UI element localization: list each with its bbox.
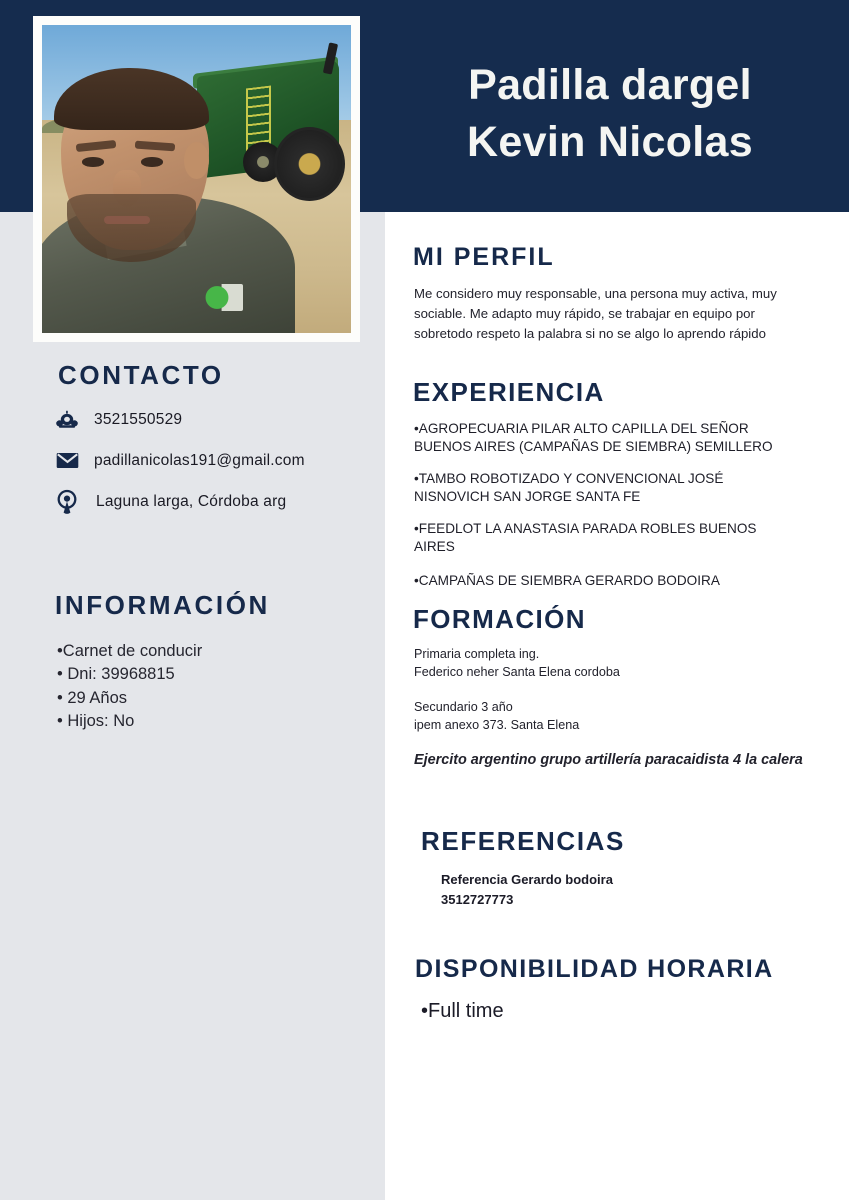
perfil-text: Me considero muy responsable, una persona muy activa, muy sociable. Me adapto muy rápido, se trabajar en equipo por sobretodo respeto la palabra si no se algo lo aprendo rápido xyxy=(414,286,777,342)
disponibilidad-list xyxy=(421,1000,761,1023)
profile-photo-frame xyxy=(33,16,360,342)
phone-icon xyxy=(52,410,82,429)
location-pin-icon xyxy=(52,489,82,515)
photo-cart-wheel xyxy=(274,127,345,201)
informacion-item: • Dni: 39968815 xyxy=(57,665,175,684)
photo-man-ear xyxy=(184,142,209,179)
contact-row-location[interactable] xyxy=(52,485,372,518)
disponibilidad-item: •Full time xyxy=(421,1000,504,1022)
informacion-item: • Hijos: No xyxy=(57,712,135,731)
informacion-list xyxy=(57,640,367,734)
photo-shirt-logo xyxy=(203,284,243,312)
photo-man-eye-right xyxy=(141,157,163,166)
section-heading-experiencia: EXPERIENCIA xyxy=(413,377,605,407)
formacion-item: Primaria completa ing. Federico neher Santa Elena cordoba xyxy=(414,647,620,680)
section-heading-contacto: CONTACTO xyxy=(58,360,224,390)
photo-man-eye-left xyxy=(82,157,104,166)
experiencia-item: •CAMPAÑAS DE SIEMBRA GERARDO BODOIRA xyxy=(414,572,720,588)
contact-email-value: padillanicolas191@gmail.com xyxy=(94,451,305,469)
contact-row-email[interactable] xyxy=(52,444,372,477)
experiencia-item: •FEEDLOT LA ANASTASIA PARADA ROBLES BUENOS AIRES xyxy=(414,520,757,554)
informacion-item: • 29 Años xyxy=(57,688,127,707)
contact-row-phone[interactable] xyxy=(52,403,372,436)
experiencia-list xyxy=(414,420,799,606)
section-heading-disponibilidad: DISPONIBILIDAD HORARIA xyxy=(415,955,774,983)
section-heading-informacion: INFORMACIÓN xyxy=(55,590,270,620)
experiencia-item: •TAMBO ROBOTIZADO Y CONVENCIONAL JOSÉ NISNOVICH SAN JORGE SANTA FE xyxy=(414,470,724,504)
formacion-list xyxy=(414,645,804,786)
experiencia-item: •AGROPECUARIA PILAR ALTO CAPILLA DEL SEÑOR BUENOS AIRES (CAMPAÑAS DE SIEMBRA) SEMILLERO xyxy=(414,421,773,454)
section-heading-referencias: REFERENCIAS xyxy=(421,826,625,856)
section-heading-perfil: MI PERFIL xyxy=(413,243,555,271)
reference-phone: 3512727773 xyxy=(441,891,514,907)
contact-phone-value: 3521550529 xyxy=(94,410,183,428)
informacion-item: •Carnet de conducir xyxy=(57,642,203,660)
candidate-name xyxy=(400,57,820,171)
reference-name: Referencia Gerardo bodoira xyxy=(441,872,613,887)
candidate-name-line-2: Kevin Nicolas xyxy=(467,117,753,166)
photo-man-lip xyxy=(104,216,150,224)
section-heading-formacion: FORMACIÓN xyxy=(413,604,586,634)
formacion-item-military: Ejercito argentino grupo artillería paracaidista 4 la calera xyxy=(414,752,803,768)
referencias-block xyxy=(441,870,781,909)
contact-location-value: Laguna larga, Córdoba arg xyxy=(96,492,287,510)
formacion-item: Secundario 3 año ipem anexo 373. Santa Elena xyxy=(414,699,580,732)
contact-list xyxy=(52,403,372,526)
profile-photo xyxy=(42,25,351,333)
email-icon xyxy=(52,452,82,469)
candidate-name-line-1: Padilla dargel xyxy=(468,61,752,109)
